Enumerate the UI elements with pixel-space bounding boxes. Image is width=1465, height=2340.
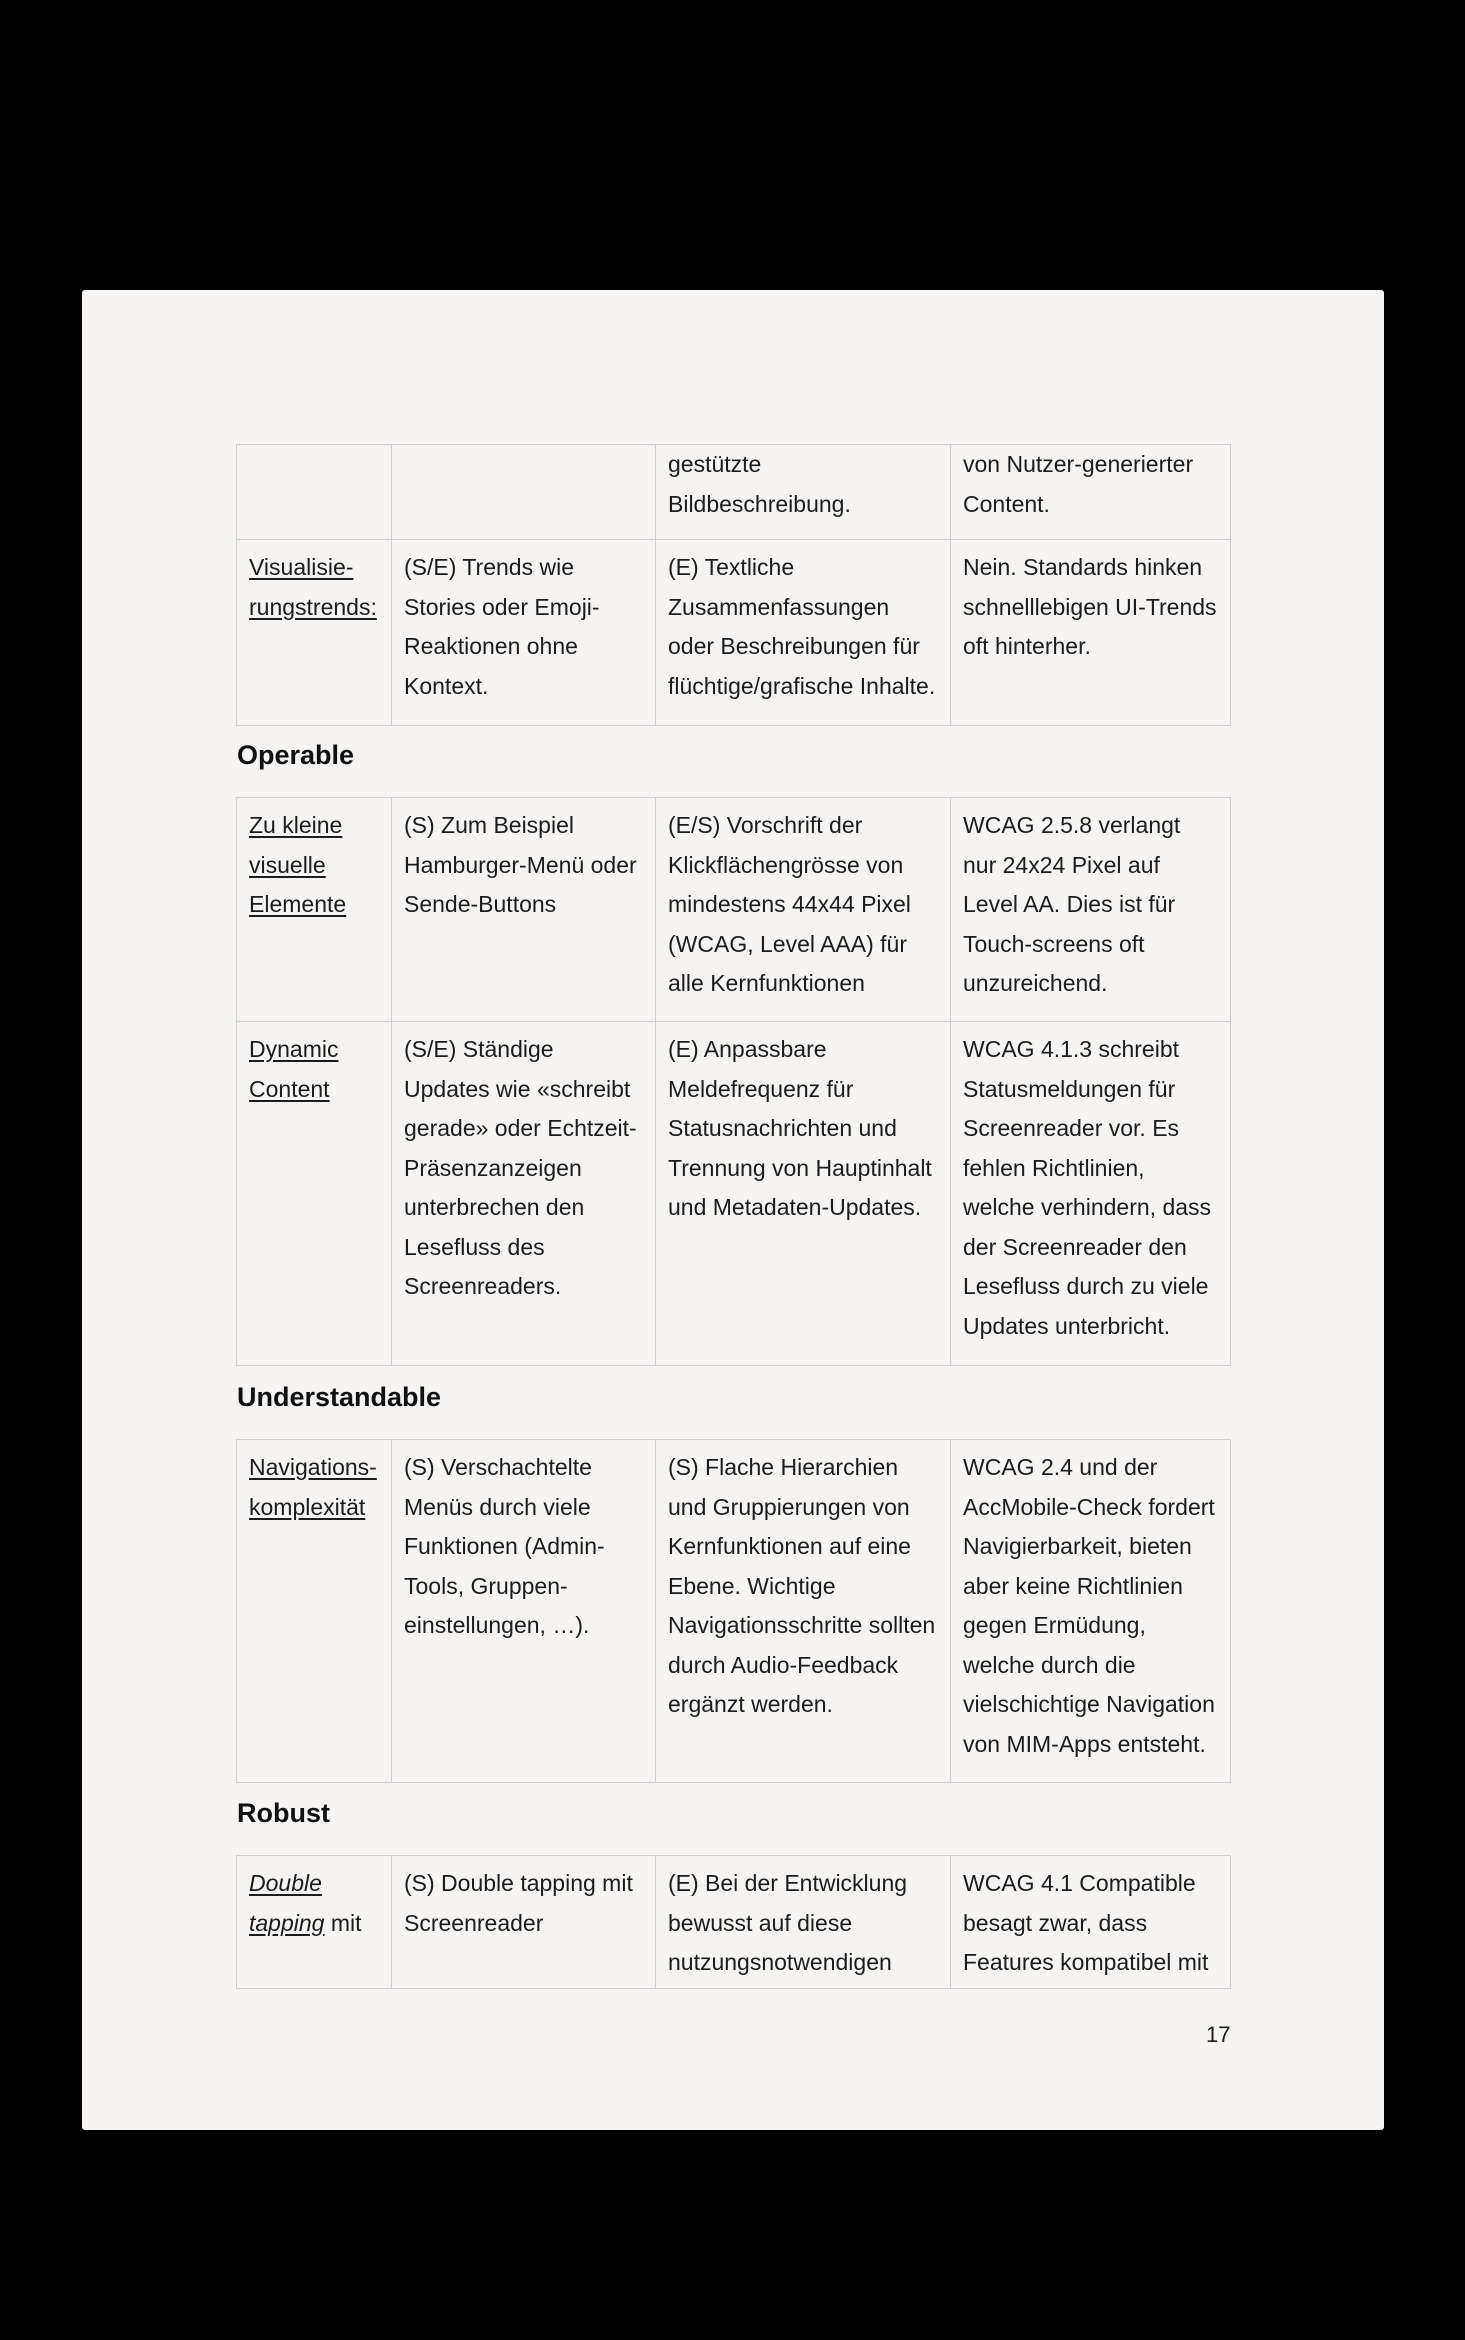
cell-standard: WCAG 2.4 und der AccMobile-Check fordert Navigierbarkeit, bieten aber keine Richtlinien gegen Ermüdung, welche durch die vielschichtige Navigation von MIM-Apps entsteht. (951, 1440, 1231, 1783)
table-row (237, 540, 1231, 726)
cell-standard: WCAG 4.1 Compatible besagt zwar, dass Features kompatibel mit (951, 1856, 1231, 1989)
page-number: 17 (1206, 2022, 1231, 2047)
cell-example: (S) Zum Beispiel Hamburger-Menü oder Sende-Buttons (392, 798, 656, 1022)
cell-problem: Navigations- komplexität (237, 1440, 392, 1783)
section-heading-operable: Operable (237, 740, 355, 770)
cell-problem: Zu kleine visuelle Elemente (237, 798, 392, 1022)
table-understandable (236, 1439, 1231, 1783)
cell-problem: Dynamic Content (237, 1022, 392, 1366)
table-row (237, 1856, 1231, 1989)
cell-solution: (S) Flache Hierarchien und Gruppierungen von Kernfunktionen auf eine Ebene. Wichtige Navigationsschritte sollten durch Audio-Feedback ergänzt werden. (656, 1440, 951, 1783)
table-row (237, 445, 1231, 540)
cell-example: (S) Verschachtelte Menüs durch viele Funktionen (Admin- Tools, Gruppen- einstellungen, …). (392, 1440, 656, 1783)
cell-example: (S) Double tapping mit Screenreader (392, 1856, 656, 1989)
table-row (237, 1440, 1231, 1783)
cell-solution: (E) Bei der Entwicklung bewusst auf diese nutzungsnotwendigen (656, 1856, 951, 1989)
table-robust (236, 1855, 1231, 1989)
cell-solution: gestützte Bildbeschreibung. (656, 445, 951, 540)
cell-standard: WCAG 4.1.3 schreibt Statusmeldungen für Screenreader vor. Es fehlen Richtlinien, welche verhindern, dass der Screenreader den Lesefluss durch zu viele Updates unterbricht. (951, 1022, 1231, 1366)
cell-example (392, 445, 656, 540)
cell-example: (S/E) Ständige Updates wie «schreibt gerade» oder Echtzeit- Präsenzanzeigen unterbrechen den Lesefluss des Screenreaders. (392, 1022, 656, 1366)
section-heading-understandable: Understandable (237, 1382, 442, 1412)
cell-solution: (E) Anpassbare Meldefrequenz für Statusnachrichten und Trennung von Hauptinhalt und Metadaten-Updates. (656, 1022, 951, 1366)
table-perceivable-continued (236, 444, 1231, 726)
cell-standard: WCAG 2.5.8 verlangt nur 24x24 Pixel auf Level AA. Dies ist für Touch-screens oft unzureichend. (951, 798, 1231, 1022)
cell-problem: Double tapping mit (237, 1856, 392, 1989)
cell-problem (237, 445, 392, 540)
section-heading-robust: Robust (237, 1798, 330, 1828)
cell-standard: Nein. Standards hinken schnelllebigen UI-Trends oft hinterher. (951, 540, 1231, 726)
cell-standard: von Nutzer-generierter Content. (951, 445, 1231, 540)
table-operable (236, 797, 1231, 1366)
cell-solution: (E/S) Vorschrift der Klickflächengrösse von mindestens 44x44 Pixel (WCAG, Level AAA) für alle Kernfunktionen (656, 798, 951, 1022)
cell-solution: (E) Textliche Zusammenfassungen oder Beschreibungen für flüchtige/grafische Inhalte. (656, 540, 951, 726)
cell-example: (S/E) Trends wie Stories oder Emoji- Reaktionen ohne Kontext. (392, 540, 656, 726)
cell-problem: Visualisie- rungstrends: (237, 540, 392, 726)
table-row (237, 798, 1231, 1022)
table-row (237, 1022, 1231, 1366)
